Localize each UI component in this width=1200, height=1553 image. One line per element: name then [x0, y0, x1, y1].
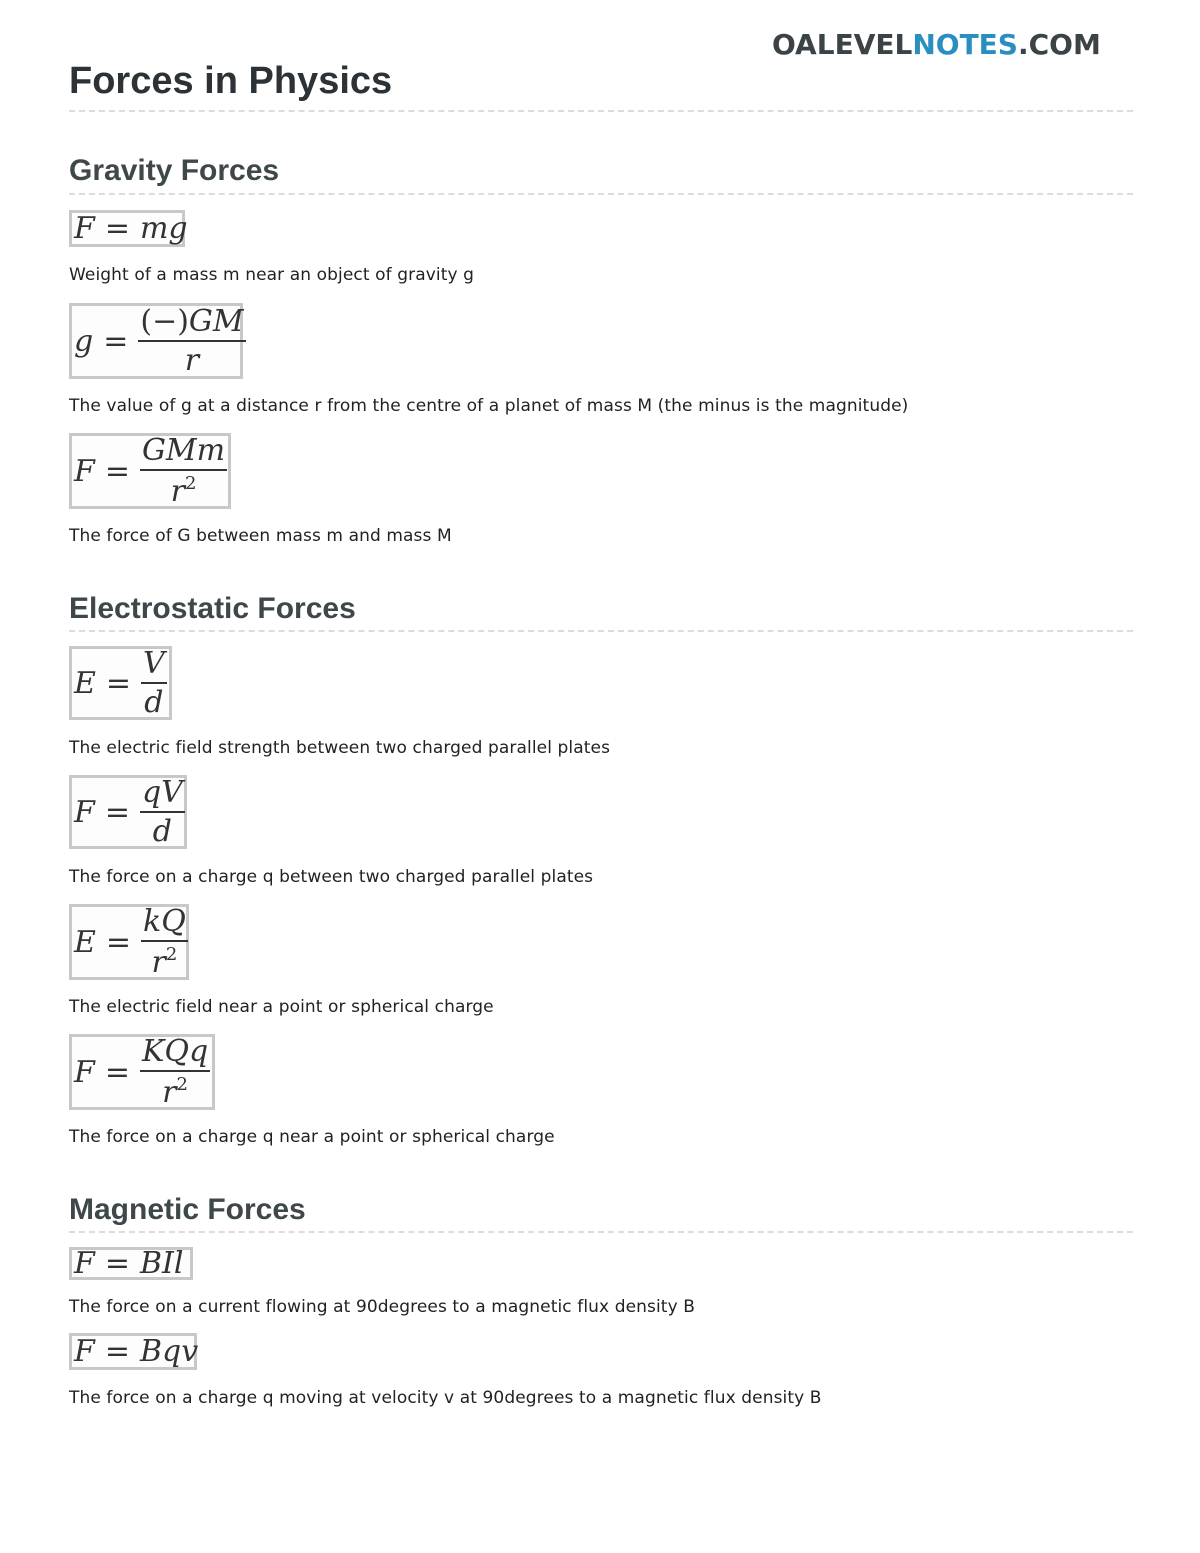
section-divider-gravity — [69, 193, 1133, 195]
exponent: 2 — [184, 472, 197, 494]
formula-lhs: g — [74, 323, 94, 359]
equals-sign: = — [104, 211, 130, 246]
exponent: 2 — [176, 1073, 188, 1095]
fraction-denominator: d — [152, 813, 173, 849]
formula-force-moving-charge — [69, 1333, 197, 1370]
section-title-electrostatic: Electrostatic Forces — [69, 592, 356, 625]
formula-description-force-plates: The force on a charge q between two charged parallel plates — [69, 867, 594, 887]
fraction-numerator: V — [141, 649, 167, 684]
equals-sign: = — [104, 453, 130, 489]
fraction-denominator: d — [144, 684, 164, 720]
page-title: Forces in Physics — [69, 60, 393, 102]
equals-sign: = — [105, 924, 132, 960]
title-divider — [69, 110, 1133, 112]
denominator-base: r — [151, 944, 166, 980]
formula-lhs: F — [74, 1246, 95, 1281]
formula-description-field-plates: The electric field strength between two charged parallel plates — [69, 738, 611, 758]
fraction-denominator — [162, 1072, 188, 1108]
equals-sign: = — [104, 1054, 130, 1090]
numerator-text: GM — [188, 303, 244, 339]
fraction — [140, 432, 227, 509]
fraction — [140, 1033, 210, 1110]
formula-description-force-moving-charge: The force on a charge q moving at velocity v at 90degrees to a magnetic flux density B — [69, 1388, 822, 1408]
formula-rhs: BIl — [139, 1246, 184, 1281]
formula-lhs: E — [74, 924, 96, 960]
section-title-magnetic: Magnetic Forces — [69, 1193, 306, 1226]
formula-gravity-field — [69, 303, 243, 379]
fraction-denominator: r — [184, 342, 200, 378]
formula-gravitational-force — [69, 433, 231, 509]
formula-force-point-charge — [69, 1034, 215, 1110]
formula-weight — [69, 210, 188, 247]
formula-description-force-point-charge: The force on a charge q near a point or spherical charge — [69, 1127, 555, 1147]
equals-sign: = — [104, 1246, 130, 1281]
logo-part-oalevel: OALEVEL — [772, 28, 913, 61]
section-divider-electrostatic — [69, 630, 1133, 632]
fraction — [140, 774, 185, 849]
formula-lhs: F — [74, 211, 95, 246]
formula-field-point-charge — [69, 904, 189, 980]
logo-part-notes: NOTES — [912, 28, 1018, 61]
formula-rhs: Bqv — [139, 1334, 199, 1369]
formula-description-weight: Weight of a mass m near an object of gravity g — [69, 265, 475, 285]
formula-force-plates — [69, 775, 187, 849]
fraction-numerator: GMm — [140, 436, 227, 471]
formula-lhs: F — [74, 1334, 95, 1369]
fraction-denominator — [171, 471, 197, 507]
section-divider-magnetic — [69, 1231, 1133, 1233]
fraction — [138, 303, 245, 378]
exponent: 2 — [165, 943, 178, 965]
fraction-denominator — [152, 942, 178, 978]
denominator-base: r — [162, 1074, 177, 1110]
fraction-numerator — [138, 303, 245, 342]
formula-lhs: E — [74, 665, 96, 701]
formula-lhs: F — [74, 1054, 95, 1090]
fraction-numerator: qV — [140, 778, 185, 813]
fraction-numerator: KQq — [140, 1037, 210, 1072]
logo-part-com: .COM — [1017, 28, 1101, 61]
formula-lhs: F — [74, 453, 95, 489]
formula-rhs: mg — [139, 211, 188, 246]
fraction-numerator: kQ — [141, 907, 188, 942]
equals-sign: = — [105, 665, 132, 701]
minus-paren: (−) — [140, 303, 189, 339]
site-logo[interactable] — [772, 28, 1101, 61]
formula-description-force-current: The force on a current flowing at 90degrees to a magnetic flux density B — [69, 1297, 695, 1317]
formula-description-field-point-charge: The electric field near a point or spherical charge — [69, 997, 494, 1017]
formula-description-gravitational-force: The force of G between mass m and mass M — [69, 526, 452, 546]
fraction — [141, 903, 188, 980]
formula-field-plates — [69, 646, 172, 720]
equals-sign: = — [103, 323, 129, 359]
denominator-base: r — [170, 473, 185, 509]
formula-lhs: F — [74, 794, 95, 830]
formula-description-gravity-field: The value of g at a distance r from the centre of a planet of mass M (the minus is the magnitude) — [69, 396, 909, 416]
formula-force-current — [69, 1247, 193, 1280]
equals-sign: = — [104, 1334, 130, 1369]
section-title-gravity: Gravity Forces — [69, 154, 280, 187]
fraction — [141, 645, 167, 720]
equals-sign: = — [104, 794, 130, 830]
